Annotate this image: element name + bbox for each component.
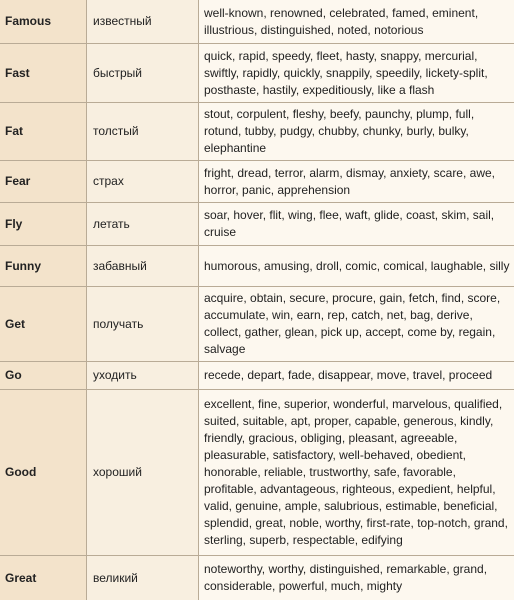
synonyms-cell xyxy=(198,556,514,600)
synonyms-cell xyxy=(198,103,514,160)
synonyms-cell xyxy=(198,287,514,361)
synonyms-text: excellent, fine, superior, wonderful, marvelous, qualified, suited, suitable, apt, proper, capable, generous, kindly, friendly, gracious, obliging, pleasant, agreeable, pleasurable, satisfactory, well-behaved, obedient, honorable, reliable, trustworthy, safe, favorable, profitable, advantageous, righteous, expedient, helpful, valid, genuine, ample, salubrious, estimable, beneficial, splendid, great, noble, worthy, first-rate, top-notch, grand, sterling, superb, respectable, edifying xyxy=(204,397,508,547)
table-row xyxy=(0,161,514,203)
table-row xyxy=(0,203,514,246)
synonyms-text: recede, depart, fade, disappear, move, travel, proceed xyxy=(204,368,493,382)
english-word: Fear xyxy=(0,161,86,202)
table-row xyxy=(0,0,514,44)
table-row xyxy=(0,246,514,287)
synonyms-text: noteworthy, worthy, distinguished, remarkable, grand, considerable, powerful, much, mighty xyxy=(204,562,488,593)
russian-translation: быстрый xyxy=(86,44,198,102)
table-row xyxy=(0,362,514,390)
russian-translation: получать xyxy=(86,287,198,361)
table-row xyxy=(0,556,514,600)
synonyms-cell xyxy=(198,44,514,102)
english-word: Good xyxy=(0,390,86,555)
russian-translation: толстый xyxy=(86,103,198,160)
russian-translation: забавный xyxy=(86,246,198,286)
synonyms-text: well-known, renowned, celebrated, famed, eminent, illustrious, distinguished, noted, notorious xyxy=(204,5,479,37)
russian-translation: страх xyxy=(86,161,198,202)
english-word: Famous xyxy=(0,0,86,43)
russian-translation: хороший xyxy=(86,390,198,555)
russian-translation: летать xyxy=(86,203,198,245)
synonyms-cell xyxy=(198,362,514,389)
english-word: Go xyxy=(0,362,86,389)
russian-translation: известный xyxy=(86,0,198,43)
synonyms-cell xyxy=(198,390,514,555)
table-row xyxy=(0,44,514,103)
table-row xyxy=(0,390,514,556)
synonyms-cell xyxy=(198,0,514,43)
synonyms-text: stout, corpulent, fleshy, beefy, paunchy, plump, full, rotund, tubby, pudgy, chubby, chunky, burly, bulky, elephantine xyxy=(204,107,475,155)
russian-translation: уходить xyxy=(86,362,198,389)
english-word: Funny xyxy=(0,246,86,286)
synonyms-text: humorous, amusing, droll, comic, comical, laughable, silly xyxy=(204,258,510,273)
synonyms-text: acquire, obtain, secure, procure, gain, fetch, find, score, accumulate, win, earn, rep, catch, net, bag, derive, collect, gather, glean, pick up, accept, come by, regain, salvage xyxy=(204,291,501,356)
synonyms-text: soar, hover, flit, wing, flee, waft, glide, coast, skim, sail, cruise xyxy=(204,208,495,239)
synonyms-text: quick, rapid, speedy, fleet, hasty, snappy, mercurial, swiftly, rapidly, quickly, snappily, speedily, lickety-split, posthaste, hastily, expeditiously, like a flash xyxy=(204,48,488,97)
english-word: Get xyxy=(0,287,86,361)
synonyms-cell xyxy=(198,203,514,245)
english-word: Fly xyxy=(0,203,86,245)
table-row xyxy=(0,103,514,161)
english-word: Fat xyxy=(0,103,86,160)
russian-translation: великий xyxy=(86,556,198,600)
synonyms-cell xyxy=(198,161,514,202)
synonyms-cell xyxy=(198,246,514,286)
english-word: Great xyxy=(0,556,86,600)
table-row xyxy=(0,287,514,362)
english-word: Fast xyxy=(0,44,86,102)
synonyms-text: fright, dread, terror, alarm, dismay, anxiety, scare, awe, horror, panic, apprehension xyxy=(204,165,495,197)
